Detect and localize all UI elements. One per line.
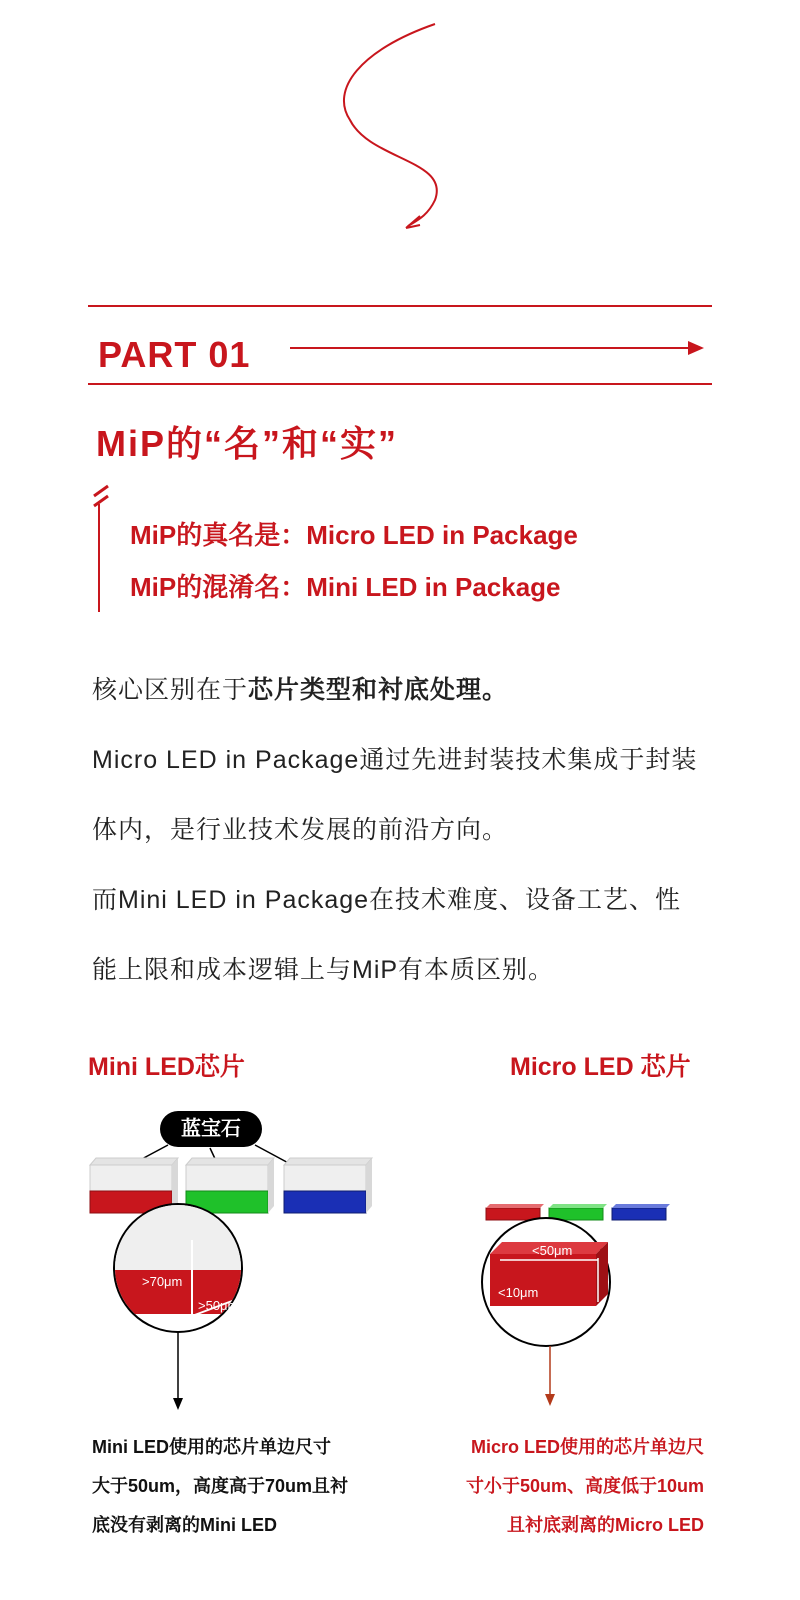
red-mini-chip (90, 1165, 172, 1191)
micro-led-caption-1: Micro LED使用的芯片单边尺 (470, 1437, 704, 1457)
sapphire-label: 蓝宝石 (160, 1111, 262, 1147)
micro-led-chips-diagram (480, 1198, 700, 1413)
green-mini-chip (186, 1165, 268, 1191)
quote-mark-icon (90, 484, 114, 614)
part-label: PART 01 (98, 334, 251, 375)
micro-width-dimension: <50μm (532, 1243, 573, 1258)
mini-led-chip-title: Mini LED芯片 (88, 1053, 245, 1081)
red-micro-chip (486, 1208, 540, 1220)
mini-led-caption-1: Mini LED使用的芯片单边尺寸 (92, 1437, 331, 1457)
micro-led-caption-2: 寸小于50um、高度低于10um (465, 1476, 704, 1496)
body-line-2: Micro LED in Package通过先进封装技术集成于封装 (92, 746, 698, 774)
bottom-divider (88, 383, 712, 385)
true-name-line: MiP的真名是：Micro LED in Package (130, 520, 578, 550)
body-line-1-bold: 芯片类型和衬底处理。 (248, 676, 509, 704)
mini-led-chips-diagram (80, 1140, 380, 1410)
top-divider (88, 305, 712, 307)
mini-height-dimension: >70μm (142, 1274, 183, 1289)
blue-micro-chip (612, 1208, 666, 1220)
confused-name-line: MiP的混淆名：Mini LED in Package (130, 572, 561, 602)
arrow-right-icon (290, 337, 704, 359)
mini-width-dimension: >50μm (198, 1298, 239, 1313)
body-line-5: 能上限和成本逻辑上与MiP有本质区别。 (92, 956, 555, 984)
mini-led-caption-3: 底没有剥离的Mini LED (92, 1515, 277, 1535)
section-title: MiP的“名”和“实” (96, 423, 399, 464)
micro-led-chip-title: Micro LED 芯片 (510, 1053, 691, 1081)
micro-led-caption-3: 且衬底剥离的Micro LED (506, 1515, 704, 1535)
blue-mini-chip (284, 1165, 366, 1191)
body-line-3: 体内，是行业技术发展的前沿方向。 (92, 816, 509, 844)
body-line-4: 而Mini LED in Package在技术难度、设备工艺、性 (92, 886, 682, 914)
body-line-1-prefix: 核心区别在于 (92, 676, 249, 704)
mini-led-caption-2: 大于50um，高度高于70um且衬 (92, 1476, 349, 1496)
decorative-swirl-arrow (320, 20, 480, 235)
body-line-1 (92, 670, 508, 706)
micro-height-dimension: <10μm (498, 1285, 539, 1300)
